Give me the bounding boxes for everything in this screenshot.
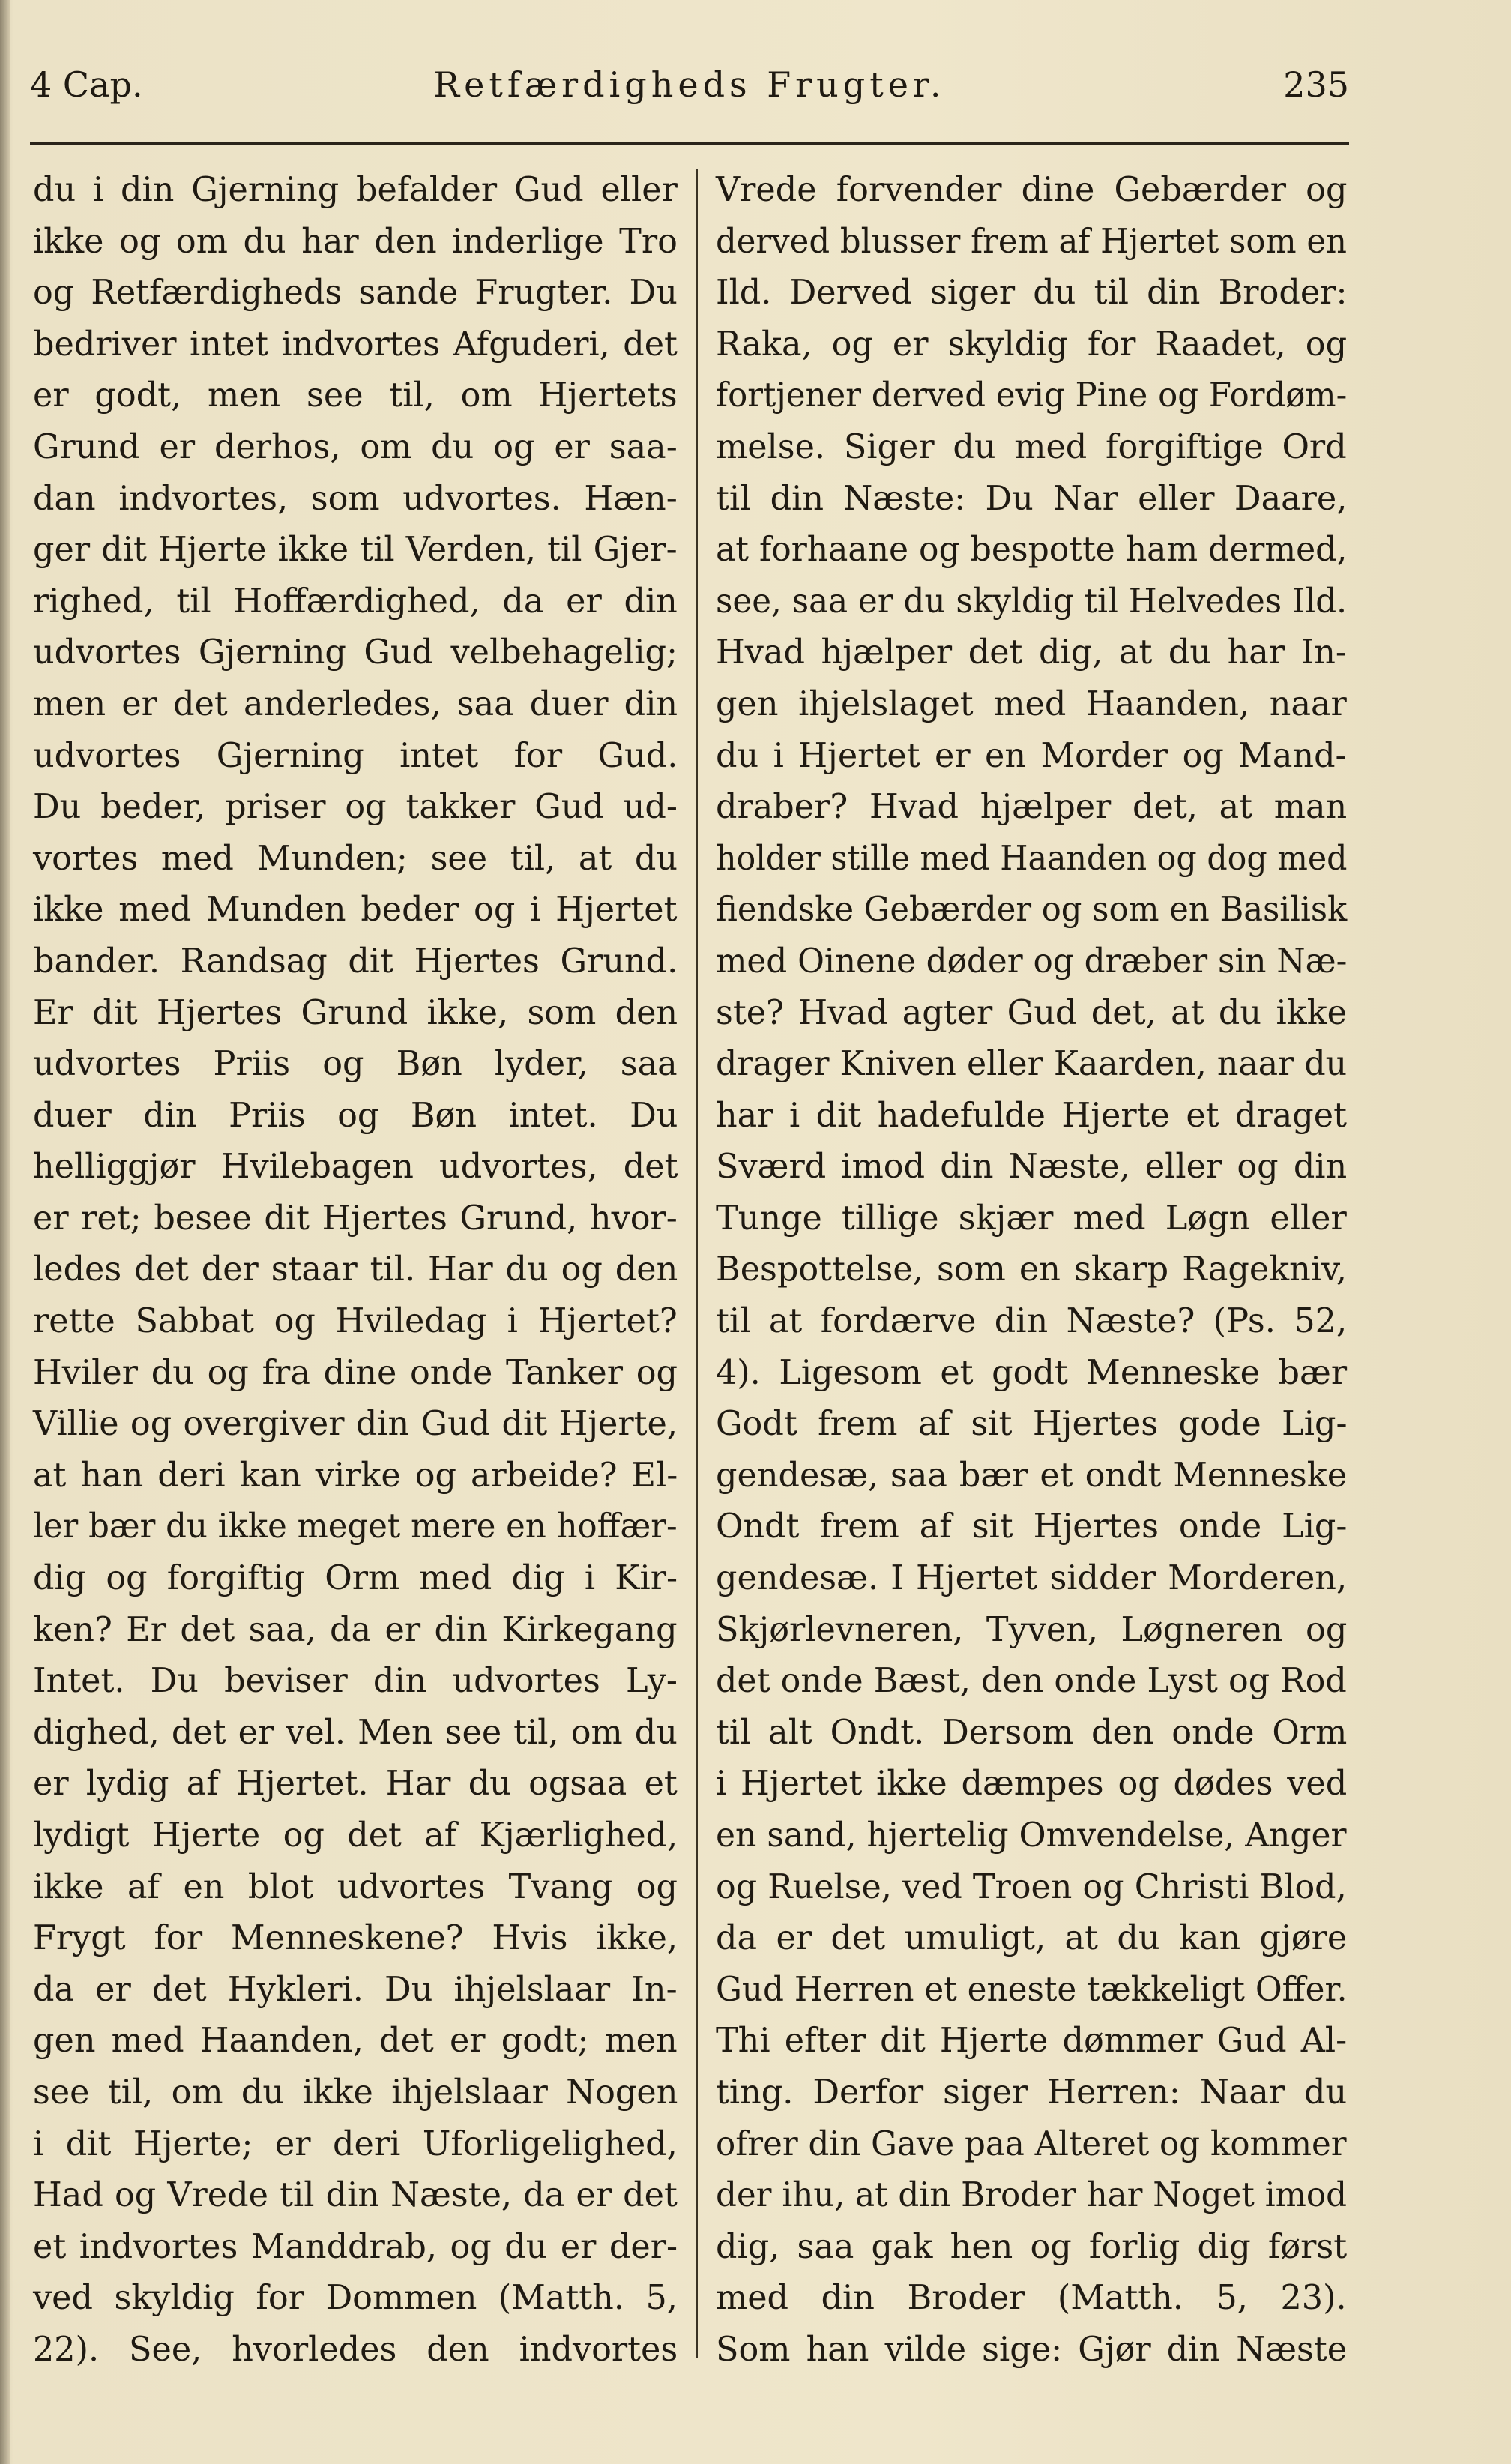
- text-line: med din Broder (Matth. 5, 23).: [716, 2279, 1347, 2318]
- running-title: Retfærdigheds Frugter.: [433, 64, 946, 105]
- text-line: dig og forgiftig Orm med dig i Kir-: [33, 1559, 678, 1598]
- text-line: og Retfærdigheds sande Frugter. Du: [33, 274, 678, 313]
- text-line: dig, saa gak hen og forlig dig først: [716, 2227, 1348, 2266]
- text-line: du i din Gjerning befalder Gud eller: [33, 171, 678, 209]
- text-line: at forhaane og bespotte ham dermed,: [716, 531, 1348, 570]
- text-line: dighed, det er vel. Men see til, om du: [33, 1713, 678, 1752]
- text-line: gendesæ, saa bær et ondt Menneske: [716, 1456, 1348, 1495]
- text-line: ikke med Munden beder og i Hjertet: [33, 891, 678, 930]
- text-line: Skjørlevneren, Tyven, Løgneren og: [716, 1610, 1348, 1649]
- text-line: dan indvortes, som udvortes. Hæn-: [33, 479, 678, 518]
- text-line: Had og Vrede til din Næste, da er det: [33, 2176, 678, 2215]
- text-line: vortes med Munden; see til, at du: [33, 839, 678, 878]
- text-line: gendesæ. I Hjertet sidder Morderen,: [716, 1559, 1348, 1598]
- text-line: med Oinene døder og dræber sin Næ-: [716, 942, 1348, 981]
- text-line: til alt Ondt. Dersom den onde Orm: [716, 1713, 1348, 1752]
- text-line: Godt frem af sit Hjertes gode Lig-: [716, 1405, 1348, 1444]
- text-line: lydigt Hjerte og det af Kjærlighed,: [33, 1816, 678, 1855]
- text-line: ler bær du ikke meget mere en hoffær-: [33, 1507, 678, 1546]
- text-line: 22). See, hvorledes den indvortes: [33, 2330, 678, 2369]
- text-line: Er dit Hjertes Grund ikke, som den: [33, 993, 678, 1032]
- page-number: 235: [1283, 64, 1349, 105]
- text-line: Tunge tillige skjær med Løgn eller: [716, 1199, 1347, 1238]
- text-line: der ihu, at din Broder har Noget imod: [716, 2176, 1348, 2215]
- text-line: duer din Priis og Bøn intet. Du: [33, 1096, 678, 1135]
- text-line: udvortes Priis og Bøn lyder, saa: [33, 1045, 678, 1084]
- text-line: ger dit Hjerte ikke til Verden, til Gjer-: [33, 531, 678, 570]
- text-line: draber? Hvad hjælper det, at man: [716, 788, 1348, 827]
- text-line: en sand, hjertelig Omvendelse, Anger: [716, 1816, 1347, 1855]
- header-rule: [30, 142, 1349, 145]
- text-line: Frygt for Menneskene? Hvis ikke,: [33, 1919, 678, 1958]
- text-line: bedriver intet indvortes Afguderi, det: [33, 325, 678, 364]
- text-line: Thi efter dit Hjerte dømmer Gud Al-: [716, 2022, 1348, 2061]
- column-divider: [696, 169, 698, 2358]
- text-line: Hviler du og fra dine onde Tanker og: [33, 1353, 678, 1392]
- text-line: holder stille med Haanden og dog med: [716, 839, 1348, 878]
- text-line: Raka, og er skyldig for Raadet, og: [716, 325, 1348, 364]
- text-line: ken? Er det saa, da er din Kirkegang: [33, 1610, 678, 1649]
- text-line: ikke og om du har den inderlige Tro: [33, 222, 678, 261]
- text-line: Ondt frem af sit Hjertes onde Lig-: [716, 1507, 1348, 1546]
- text-line: 4). Ligesom et godt Menneske bær: [716, 1353, 1348, 1392]
- text-line: i Hjertet ikke dæmpes og dødes ved: [716, 1765, 1348, 1804]
- text-line: da er det umuligt, at du kan gjøre: [716, 1919, 1348, 1958]
- text-line: bander. Randsag dit Hjertes Grund.: [33, 942, 678, 981]
- text-line: og Ruelse, ved Troen og Christi Blod,: [716, 1867, 1347, 1906]
- binding-shadow: [0, 0, 10, 2464]
- text-line: har i dit hadefulde Hjerte et draget: [716, 1096, 1348, 1135]
- text-line: du i Hjertet er en Morder og Mand-: [716, 736, 1347, 775]
- text-line: drager Kniven eller Kaarden, naar du: [716, 1045, 1348, 1084]
- text-line: helliggjør Hvilebagen udvortes, det: [33, 1148, 678, 1187]
- text-line: ting. Derfor siger Herren: Naar du: [716, 2073, 1348, 2112]
- text-line: Hvad hjælper det dig, at du har In-: [716, 633, 1347, 672]
- text-line: gen med Haanden, det er godt; men: [33, 2022, 678, 2061]
- text-line: er ret; besee dit Hjertes Grund, hvor-: [33, 1199, 678, 1238]
- text-line: Du beder, priser og takker Gud ud-: [33, 788, 678, 827]
- text-line: Bespottelse, som en skarp Ragekniv,: [716, 1250, 1348, 1289]
- text-line: Gud Herren et eneste tækkeligt Offer.: [716, 1970, 1348, 2009]
- text-line: udvortes Gjerning intet for Gud.: [33, 736, 678, 775]
- text-line: det onde Bæst, den onde Lyst og Rod: [716, 1662, 1347, 1701]
- left-column: [33, 165, 678, 2376]
- text-line: et indvortes Manddrab, og du er der-: [33, 2227, 678, 2266]
- text-line: at han deri kan virke og arbeide? El-: [33, 1456, 678, 1495]
- right-column: [716, 165, 1347, 2376]
- text-line: til at fordærve din Næste? (Ps. 52,: [716, 1302, 1348, 1341]
- chapter-label: 4 Cap.: [30, 64, 143, 105]
- text-line: gen ihjelslaget med Haanden, naar: [716, 684, 1347, 723]
- text-line: i dit Hjerte; er deri Uforligelighed,: [33, 2124, 678, 2163]
- text-line: Villie og overgiver din Gud dit Hjerte,: [33, 1405, 678, 1444]
- text-line: Som han vilde sige: Gjør din Næste: [716, 2330, 1348, 2369]
- text-line: ledes det der staar til. Har du og den: [33, 1250, 678, 1289]
- text-line: Vrede forvender dine Gebærder og: [716, 171, 1348, 209]
- text-line: fortjener derved evig Pine og Fordøm-: [716, 376, 1348, 415]
- text-line: melse. Siger du med forgiftige Ord: [716, 427, 1347, 466]
- running-header: [30, 64, 1349, 124]
- text-line: Intet. Du beviser din udvortes Ly-: [33, 1662, 678, 1701]
- text-line: Sværd imod din Næste, eller og din: [716, 1148, 1348, 1187]
- text-line: see, saa er du skyldig til Helvedes Ild.: [716, 582, 1347, 621]
- text-line: righed, til Hoffærdighed, da er din: [33, 582, 678, 621]
- text-line: ofrer din Gave paa Alteret og kommer: [716, 2124, 1347, 2163]
- text-line: ste? Hvad agter Gud det, at du ikke: [716, 993, 1347, 1032]
- text-line: ikke af en blot udvortes Tvang og: [33, 1867, 678, 1906]
- text-line: fiendske Gebærder og som en Basilisk: [716, 891, 1348, 930]
- text-line: Ild. Derved siger du til din Broder:: [716, 274, 1348, 313]
- text-line: ved skyldig for Dommen (Matth. 5,: [33, 2279, 678, 2318]
- text-line: da er det Hykleri. Du ihjelslaar In-: [33, 1970, 678, 2009]
- text-line: er lydig af Hjertet. Har du ogsaa et: [33, 1765, 678, 1804]
- text-line: men er det anderledes, saa duer din: [33, 684, 678, 723]
- text-line: rette Sabbat og Hviledag i Hjertet?: [33, 1302, 678, 1341]
- text-line: er godt, men see til, om Hjertets: [33, 376, 678, 415]
- text-line: derved blusser frem af Hjertet som en: [716, 222, 1347, 261]
- text-line: til din Næste: Du Nar eller Daare,: [716, 479, 1348, 518]
- text-line: see til, om du ikke ihjelslaar Nogen: [33, 2073, 678, 2112]
- text-line: udvortes Gjerning Gud velbehagelig;: [33, 633, 678, 672]
- text-line: Grund er derhos, om du og er saa-: [33, 427, 678, 466]
